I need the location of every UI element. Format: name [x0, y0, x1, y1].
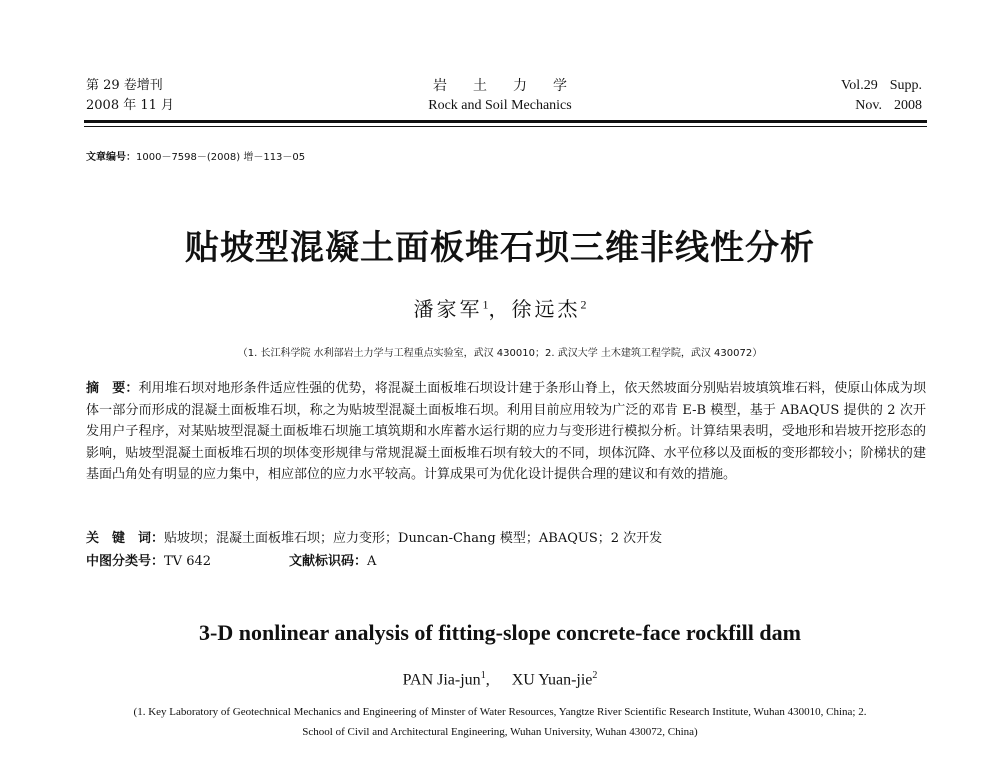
article-number-value: 1000－7598－(2008) 增－113－05 [136, 152, 306, 163]
authors-cn [0, 293, 1000, 322]
author-en-separator: , [485, 671, 490, 689]
author-cn-2: 徐远杰 [511, 297, 581, 321]
author-en-1: PAN Jia-jun [402, 671, 481, 689]
abstract-cn [86, 378, 926, 486]
paper-title-en: 3-D nonlinear analysis of fitting-slope concrete-face rockfill dam [199, 620, 801, 645]
abstract-text: 利用堆石坝对地形条件适应性强的优势，将混凝土面板堆石坝设计建于条形山脊上，依天然坡面分别贴岩坡填筑堆石料，使原山体成为坝体一部分而形成的混凝土面板堆石坝，称之为贴坡型混凝土面板堆石坝。利用目前应用较为广泛的邓肯 E-B 模型，基于 ABAQUS 提供的 2 次开发用户子程序，对某贴坡型混凝土面板堆石坝施工填筑期和水库蓄水运行期的应力与变形进行模拟分析。计算结果表明，受地形和岩坡开挖形态的影响，贴坡型混凝土面板堆石坝的坝体变形规律与常规混凝土面板堆石坝有较大的不同，坝体沉降、水平位移以及面板的变形都较小；阶梯状的建基面凸角处有明显的应力集中，相应部位的应力水平较高。计算成果可为优化设计提供合理的建议和有效的措施。 [86, 381, 926, 483]
clc-label: 中图分类号： [86, 554, 165, 569]
affiliation-cn: （1. 长江科学院 水利部岩土力学与工程重点实验室，武汉 430010；2. 武汉大学 土木建筑工程学院，武汉 430072） [237, 348, 763, 359]
journal-name-cn: 岩土力学 [433, 78, 593, 94]
author-cn-separator: ， [488, 297, 512, 321]
author-cn-1: 潘家军 [413, 297, 483, 321]
article-number-label: 文章编号： [86, 152, 136, 163]
affiliation-en: (1. Key Laboratory of Geotechnical Mechanics and Engineering of Minster of Water Resources, Yangtze River Scientific Research Institute, Wuhan 430010, China; 2. School of Civil and Architectural Engineering, Wuhan University, Wuhan 430072, China) [133, 706, 867, 738]
article-number [86, 148, 305, 163]
author-en-2: XU Yuan-jie [511, 671, 593, 689]
keywords-text: 贴坡坝；混凝土面板堆石坝；应力变形；Duncan-Chang 模型；ABAQUS；2 次开发 [164, 531, 663, 546]
paper-title-cn: 贴坡型混凝土面板堆石坝三维非线性分析 [185, 228, 815, 268]
header-rule-thick [84, 120, 927, 123]
volume-issue: 第 29 卷增刊 [86, 78, 163, 93]
volume-en [841, 76, 922, 96]
author-en-1-affil: 1 [480, 670, 486, 681]
classification-row [86, 552, 376, 572]
author-en-2-affil: 2 [592, 670, 598, 681]
author-cn-2-affil: 2 [580, 297, 587, 312]
author-cn-1-affil: 1 [482, 297, 489, 312]
authors-en [0, 670, 1000, 689]
header-rule-thin [84, 126, 927, 127]
journal-name-en: Rock and Soil Mechanics [428, 98, 572, 113]
doc-code-label: 文献标识码： [289, 554, 368, 569]
keywords-label: 关 键 词： [86, 531, 165, 546]
clc-value: TV 642 [164, 554, 212, 569]
month-label: Nov. [855, 98, 882, 113]
abstract-label: 摘 要： [86, 381, 139, 396]
publication-date: 2008 年 11 月 [86, 98, 175, 113]
date-en [841, 96, 922, 116]
keywords-cn [86, 529, 926, 549]
supplement-label: Supp. [889, 78, 922, 93]
year-label: 2008 [894, 98, 922, 113]
header-right [841, 76, 922, 116]
doc-code-value: A [367, 554, 377, 569]
volume-number: Vol.29 [841, 78, 878, 93]
